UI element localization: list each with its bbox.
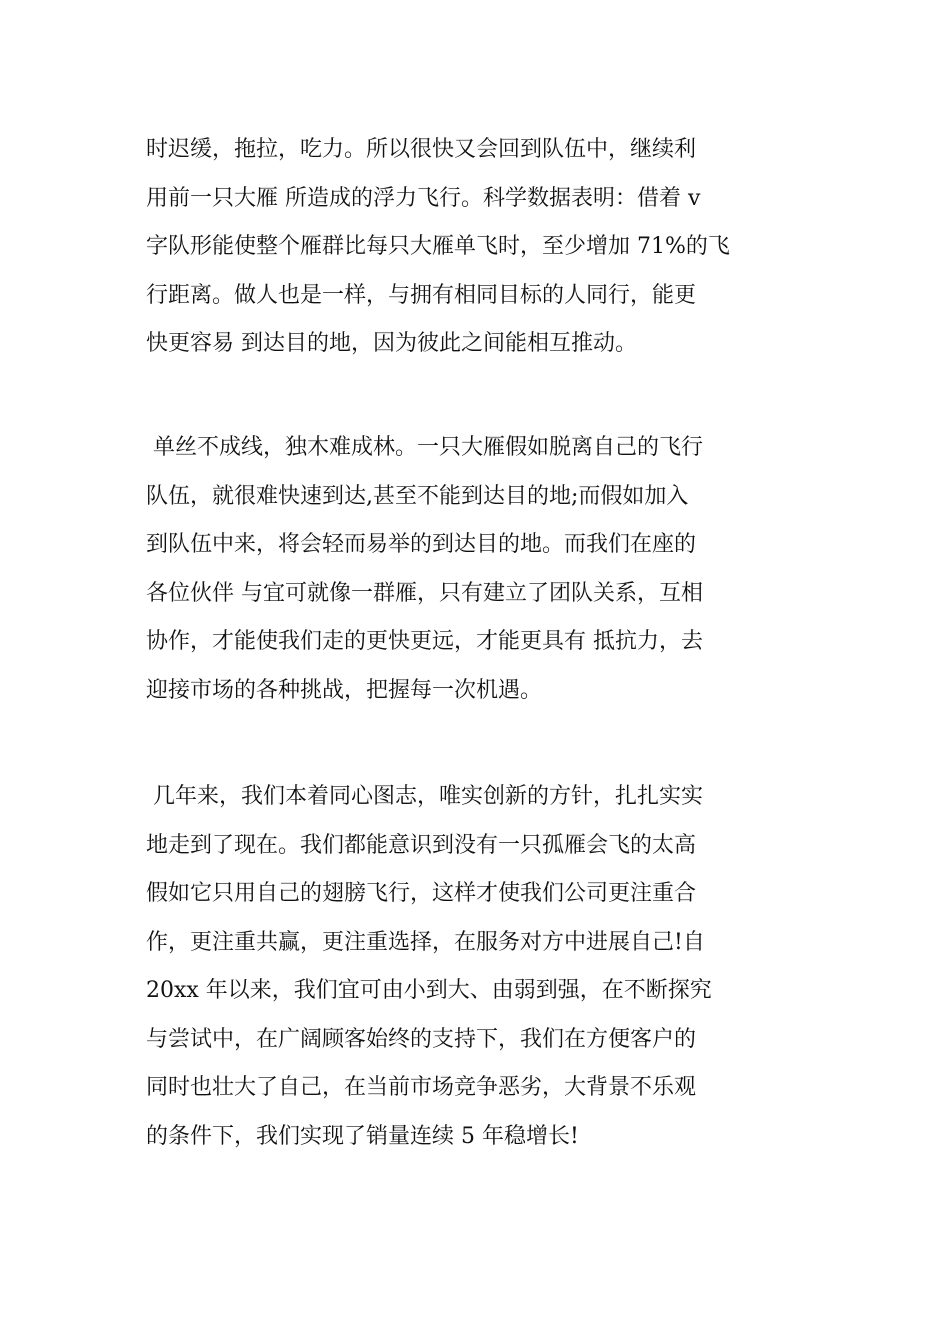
text-line: 的条件下，我们实现了销量连续 5 年稳增长!	[146, 1123, 579, 1149]
text-line: 各位伙伴 与宜可就像一群雁，只有建立了团队关系，互相	[146, 580, 703, 606]
text-line: 地走到了现在。我们都能意识到没有一只孤雁会飞的太高	[146, 832, 697, 858]
text-line: 行距离。做人也是一样，与拥有相同目标的人同行，能更	[146, 282, 697, 308]
text-line: 同时也壮大了自己，在当前市场竞争恶劣，大背景不乐观	[146, 1075, 697, 1100]
text-line: 到队伍中来，将会轻而易举的到达目的地。而我们在座的	[146, 532, 697, 557]
text-line: 作，更注重共赢，更注重选择，在服务对方中进展自己!自	[146, 929, 705, 955]
text-line: 协作，才能使我们走的更快更远，才能更具有 抵抗力，去	[146, 629, 703, 654]
paragraph-1	[146, 126, 811, 369]
text-line: 假如它只用自己的翅膀飞行，这样才使我们公司更注重合	[146, 881, 697, 906]
text-line: 快更容易 到达目的地，因为彼此之间能相互推动。	[146, 331, 637, 356]
text-line: 队伍，就很难快速到达,甚至不能到达目的地;而假如加入	[146, 483, 689, 509]
text-line: 20xx 年以来，我们宜可由小到大、由弱到强，在不断探究	[146, 978, 712, 1003]
text-line: 时迟缓，拖拉，吃力。所以很快又会回到队伍中，继续利	[146, 137, 697, 162]
text-line: 字队形能使整个雁群比每只大雁单飞时，至少增加 71%的飞	[146, 234, 730, 259]
text-line: 单丝不成线，独木难成林。一只大雁假如脱离自己的飞行	[146, 435, 703, 460]
text-line: 用前一只大雁 所造成的浮力飞行。科学数据表明：借着 v	[146, 185, 701, 211]
text-line: 与尝试中，在广阔顾客始终的支持下，我们在方便客户的	[146, 1026, 697, 1052]
paragraph-2	[146, 424, 811, 715]
text-line: 迎接市场的各种挑战，把握每一次机遇。	[146, 677, 543, 703]
text-line: 几年来，我们本着同心图志，唯实创新的方针，扎扎实实	[146, 784, 703, 809]
paragraph-3	[146, 773, 811, 1161]
